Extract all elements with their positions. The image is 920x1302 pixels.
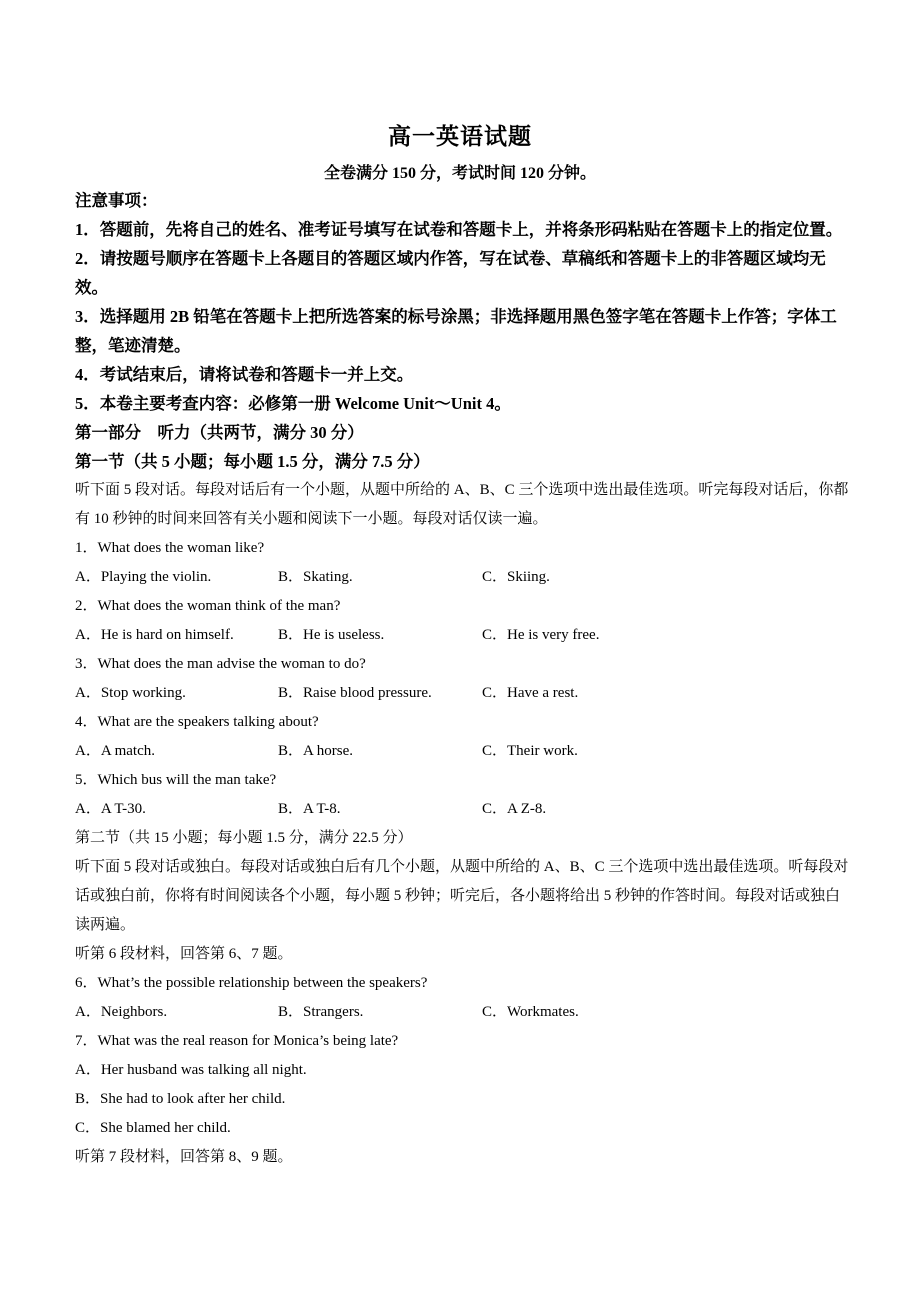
option-a: A．A T-30. [75, 801, 146, 817]
part1-heading: 第一部分 听力（共两节，满分 30 分） [75, 423, 364, 442]
question-stem: 1．What does the woman like? [75, 540, 265, 556]
section1-instructions: 听下面 5 段对话。每段对话后有一个小题，从题中所给的 A、B、C 三个选项中选出最佳选项。听完每段对话后，你都有 10 秒钟的时间来回答有关小题和阅读下一小题。每段对话仅读一遍。 [75, 482, 849, 527]
option-b: B．She had to look after her child. [75, 1091, 286, 1107]
question-stem: 6．What’s the possible relationship between the speakers? [75, 975, 428, 991]
option-b: B．A T-8. [278, 801, 341, 817]
option-a: A．Playing the violin. [75, 569, 212, 585]
material-heading: 听第 7 段材料，回答第 8、9 题。 [75, 1149, 293, 1165]
option-c: C．Have a rest. [482, 685, 579, 701]
question-stem: 7．What was the real reason for Monica’s being late? [75, 1033, 399, 1049]
notice-item: 5．本卷主要考查内容：必修第一册 Welcome Unit～Unit 4。 [75, 394, 511, 413]
page-title: 高一英语试题 [388, 124, 532, 149]
option-a: A．He is hard on himself. [75, 627, 234, 643]
options-row [75, 795, 850, 824]
option-c: C．Skiing. [482, 569, 550, 585]
section2-instructions: 听下面 5 段对话或独白。每段对话或独白后有几个小题，从题中所给的 A、B、C 三个选项中选出最佳选项。听每段对话或独白前，你将有时间阅读各个小题，每小题 5 秒钟；听完后，各小题将给出 5 秒钟的作答时间。每段对话或独白读两遍。 [75, 859, 849, 933]
question-stem: 5．Which bus will the man take? [75, 772, 277, 788]
options-row [75, 998, 850, 1027]
option-c: C．Their work. [482, 743, 578, 759]
notice-item: 1．答题前，先将自己的姓名、准考证号填写在试卷和答题卡上，并将条形码粘贴在答题卡上的指定位置。 [75, 220, 843, 239]
notice-item: 3．选择题用 2B 铅笔在答题卡上把所选答案的标号涂黑；非选择题用黑色签字笔在答题卡上作答；字体工整，笔迹清楚。 [75, 307, 837, 355]
options-row [75, 679, 850, 708]
question-stem: 2．What does the woman think of the man? [75, 598, 341, 614]
section1-heading: 第一节（共 5 小题；每小题 1.5 分，满分 7.5 分） [75, 452, 430, 471]
options-row [75, 737, 850, 766]
option-c: C．She blamed her child. [75, 1120, 231, 1136]
option-a: A．Stop working. [75, 685, 186, 701]
notice-item: 4．考试结束后，请将试卷和答题卡一并上交。 [75, 365, 414, 384]
option-c: C．He is very free. [482, 627, 600, 643]
options-row [75, 621, 850, 650]
page-subtitle: 全卷满分 150 分，考试时间 120 分钟。 [323, 165, 596, 182]
option-c: C．A Z-8. [482, 801, 547, 817]
notice-item: 2．请按题号顺序在答题卡上各题目的答题区域内作答，写在试卷、草稿纸和答题卡上的非答题区域均无效。 [75, 249, 826, 297]
option-a: A．Neighbors. [75, 1004, 168, 1020]
option-b: B．Strangers. [278, 1004, 364, 1020]
section2-heading: 第二节（共 15 小题；每小题 1.5 分，满分 22.5 分） [75, 830, 413, 846]
question-stem: 3．What does the man advise the woman to do? [75, 656, 366, 672]
notice-heading: 注意事项： [75, 191, 158, 210]
material-heading: 听第 6 段材料，回答第 6、7 题。 [75, 946, 293, 962]
option-c: C．Workmates. [482, 1004, 579, 1020]
options-row [75, 563, 850, 592]
option-b: B．A horse. [278, 743, 354, 759]
option-b: B．He is useless. [278, 627, 385, 643]
option-b: B．Raise blood pressure. [278, 685, 432, 701]
option-a: A．A match. [75, 743, 155, 759]
exam-content [75, 186, 850, 1172]
option-a: A．Her husband was talking all night. [75, 1062, 307, 1078]
question-stem: 4．What are the speakers talking about? [75, 714, 319, 730]
option-b: B．Skating. [278, 569, 353, 585]
